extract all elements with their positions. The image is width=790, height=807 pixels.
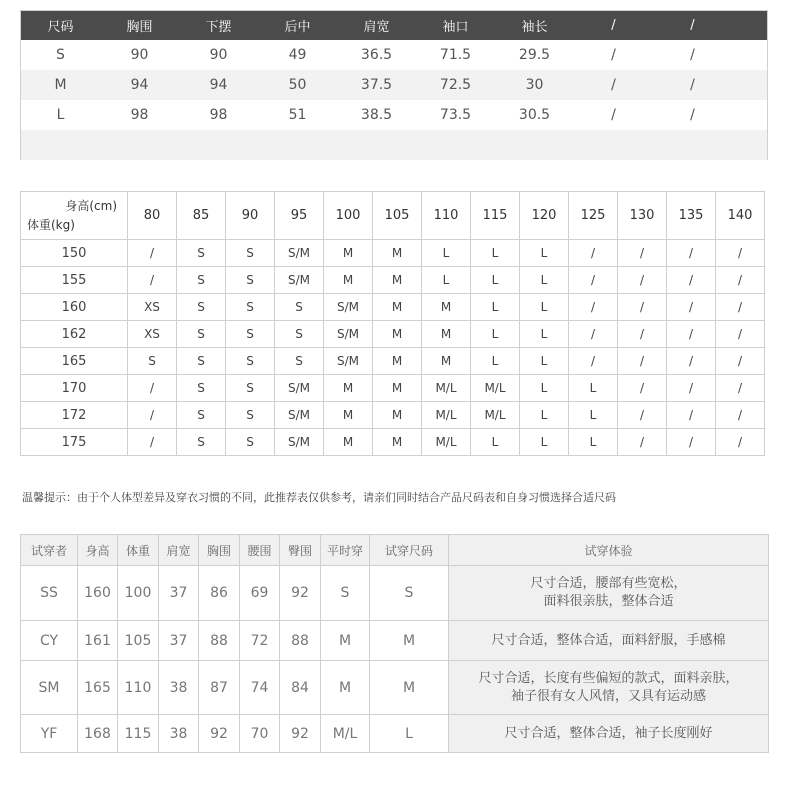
weight-header-cell: 130 <box>618 192 667 240</box>
size-cell: S <box>177 294 226 321</box>
size-cell: S/M <box>275 429 324 456</box>
size-cell: S <box>226 294 275 321</box>
size-cell: / <box>716 429 765 456</box>
size-chart-cell: 98 <box>209 107 228 123</box>
size-cell: L <box>471 429 520 456</box>
tryon-cell: 72 <box>240 621 280 661</box>
size-cell: / <box>128 240 177 267</box>
size-chart-cell: / <box>690 107 695 123</box>
size-cell: / <box>667 321 716 348</box>
size-cell: / <box>667 267 716 294</box>
size-chart-cell: 29.5 <box>518 47 551 63</box>
size-cell: S/M <box>324 294 373 321</box>
size-cell: S <box>275 348 324 375</box>
weight-header-cell: 115 <box>471 192 520 240</box>
size-cell: L <box>520 294 569 321</box>
recommendation-row <box>21 429 765 456</box>
tryon-header-cell: 体重 <box>118 535 159 566</box>
tryon-cell: 165 <box>78 661 118 715</box>
size-cell: / <box>618 267 667 294</box>
size-chart-header-cell: 袖口 <box>442 20 469 35</box>
size-cell: M <box>373 348 422 375</box>
tryon-cell: 37 <box>159 566 199 621</box>
size-cell: L <box>520 240 569 267</box>
recommendation-header-row <box>21 192 765 240</box>
size-cell: S <box>177 240 226 267</box>
size-cell: / <box>716 321 765 348</box>
weight-header-cell: 90 <box>226 192 275 240</box>
height-cell: 150 <box>21 240 128 267</box>
tryon-feedback-cell <box>449 566 769 621</box>
size-cell: M <box>373 402 422 429</box>
size-cell: M <box>324 240 373 267</box>
size-chart-cell: 30 <box>525 77 544 93</box>
weight-axis-label: 体重(kg) <box>27 218 75 232</box>
size-chart-cell: 98 <box>130 107 149 123</box>
size-chart-cell: 36.5 <box>360 47 393 63</box>
size-cell: / <box>618 348 667 375</box>
recommendation-row <box>21 321 765 348</box>
size-chart-header-cell: 尺码 <box>47 20 74 35</box>
size-cell: / <box>128 267 177 294</box>
tryon-cell: 37 <box>159 621 199 661</box>
tryon-cell: 100 <box>118 566 159 621</box>
recommendation-body <box>21 240 765 456</box>
tryon-feedback-cell <box>449 661 769 715</box>
size-cell: / <box>569 294 618 321</box>
size-cell: S/M <box>275 402 324 429</box>
tryon-header-cell: 试穿体验 <box>449 535 769 566</box>
size-cell: S <box>226 348 275 375</box>
size-chart-cell: 38.5 <box>360 107 393 123</box>
height-cell: 155 <box>21 267 128 294</box>
size-cell: / <box>667 348 716 375</box>
size-cell: M/L <box>422 375 471 402</box>
size-cell: S <box>177 321 226 348</box>
weight-header-cell: 100 <box>324 192 373 240</box>
size-cell: L <box>471 240 520 267</box>
size-cell: M/L <box>422 429 471 456</box>
height-cell: 160 <box>21 294 128 321</box>
size-cell: M <box>373 375 422 402</box>
tryon-cell: S <box>321 566 370 621</box>
tryon-cell: CY <box>21 621 78 661</box>
size-chart-cell: 90 <box>130 47 149 63</box>
size-cell: L <box>520 429 569 456</box>
tryon-header-cell: 试穿尺码 <box>370 535 449 566</box>
size-chart-header-cell: 后中 <box>284 20 311 35</box>
height-axis-label: 身高(cm) <box>65 199 117 213</box>
tryon-body <box>21 566 769 753</box>
size-chart-cell: S <box>56 47 65 63</box>
size-cell: L <box>569 402 618 429</box>
tryon-cell: YF <box>21 715 78 753</box>
size-cell: XS <box>128 321 177 348</box>
size-cell: M <box>324 267 373 294</box>
recommendation-row <box>21 375 765 402</box>
tryon-cell: SS <box>21 566 78 621</box>
size-cell: / <box>569 348 618 375</box>
size-cell: S/M <box>275 267 324 294</box>
size-chart-header-cell: 袖长 <box>521 20 548 35</box>
tryon-cell: SM <box>21 661 78 715</box>
size-cell: M <box>324 429 373 456</box>
tryon-cell: 38 <box>159 715 199 753</box>
size-cell: S <box>128 348 177 375</box>
tryon-cell: 92 <box>199 715 240 753</box>
size-cell: / <box>618 321 667 348</box>
size-cell: / <box>569 240 618 267</box>
tryon-cell: 38 <box>159 661 199 715</box>
size-cell: L <box>471 321 520 348</box>
size-cell: M/L <box>471 402 520 429</box>
weight-header-cell: 120 <box>520 192 569 240</box>
tryon-cell: 84 <box>280 661 321 715</box>
size-cell: S <box>177 267 226 294</box>
size-cell: L <box>520 348 569 375</box>
size-chart-cell: 51 <box>288 107 307 123</box>
size-cell: / <box>128 402 177 429</box>
size-cell: L <box>569 375 618 402</box>
size-cell: M <box>422 321 471 348</box>
size-chart-cell: 37.5 <box>360 77 393 93</box>
recommendation-table <box>20 191 765 456</box>
tryon-cell: 74 <box>240 661 280 715</box>
tryon-cell: 105 <box>118 621 159 661</box>
size-cell: / <box>716 267 765 294</box>
size-cell: / <box>667 402 716 429</box>
size-chart-header-cell: 肩宽 <box>363 20 390 35</box>
size-chart-cell: M <box>54 77 67 93</box>
size-cell: / <box>618 240 667 267</box>
size-cell: M <box>373 267 422 294</box>
size-cell: S <box>226 375 275 402</box>
size-cell: M/L <box>471 375 520 402</box>
size-cell: S <box>177 402 226 429</box>
size-cell: L <box>471 348 520 375</box>
size-cell: XS <box>128 294 177 321</box>
size-cell: / <box>716 294 765 321</box>
weight-header-cell: 95 <box>275 192 324 240</box>
height-cell: 165 <box>21 348 128 375</box>
tryon-feedback-text: 尺寸合适，长度有些偏短的款式，面料亲肤， 袖子很有女人风情，又具有运动感 <box>478 670 739 704</box>
weight-header-cell: 140 <box>716 192 765 240</box>
size-cell: / <box>667 375 716 402</box>
size-cell: / <box>569 267 618 294</box>
tryon-header-cell: 臀围 <box>280 535 321 566</box>
size-cell: L <box>422 267 471 294</box>
size-cell: / <box>618 375 667 402</box>
size-cell: M <box>373 294 422 321</box>
size-cell: M <box>324 375 373 402</box>
size-chart-header-cell: / <box>690 18 695 33</box>
size-cell: / <box>667 240 716 267</box>
size-cell: / <box>618 294 667 321</box>
tryon-header-cell: 平时穿 <box>321 535 370 566</box>
size-chart-cell: 49 <box>288 47 307 63</box>
tryon-feedback-text: 尺寸合适，腰部有些宽松， 面料很亲肤，整体合适 <box>530 576 687 609</box>
size-chart-cell: / <box>611 47 616 63</box>
tip-note: 温馨提示：由于个人体型差异及穿衣习惯的不同，此推荐表仅供参考，请亲们同时结合产品尺码表和自身习惯选择合适尺码 <box>22 491 616 504</box>
size-cell: S/M <box>324 348 373 375</box>
tryon-cell: 115 <box>118 715 159 753</box>
tryon-feedback-text: 尺寸合适，整体合适，面料舒服，手感棉 <box>491 632 726 648</box>
size-cell: S/M <box>275 375 324 402</box>
tryon-cell: 110 <box>118 661 159 715</box>
size-chart-header-cell: 胸围 <box>126 20 153 35</box>
tryon-cell: 69 <box>240 566 280 621</box>
size-chart-empty-row <box>21 130 767 160</box>
tryon-cell: 168 <box>78 715 118 753</box>
size-chart-cell: / <box>611 107 616 123</box>
tryon-row <box>21 661 769 715</box>
height-cell: 170 <box>21 375 128 402</box>
tryon-header-cell: 试穿者 <box>21 535 78 566</box>
size-cell: L <box>520 402 569 429</box>
tryon-row <box>21 715 769 753</box>
size-chart-cell: 30.5 <box>518 107 551 123</box>
height-cell: 162 <box>21 321 128 348</box>
size-chart-cell: 90 <box>209 47 228 63</box>
weight-header-cell: 105 <box>373 192 422 240</box>
recommendation-row <box>21 348 765 375</box>
recommendation-row <box>21 402 765 429</box>
tryon-cell: M/L <box>321 715 370 753</box>
tryon-cell: M <box>321 661 370 715</box>
size-chart-cell: / <box>611 77 616 93</box>
weight-header-cell: 110 <box>422 192 471 240</box>
size-cell: M/L <box>422 402 471 429</box>
size-cell: M <box>422 348 471 375</box>
tryon-cell: 88 <box>280 621 321 661</box>
size-cell: / <box>716 402 765 429</box>
size-cell: M <box>373 429 422 456</box>
corner-cell <box>21 192 128 240</box>
tryon-feedback-cell <box>449 621 769 661</box>
size-cell: / <box>618 402 667 429</box>
size-cell: S <box>275 294 324 321</box>
size-cell: / <box>716 348 765 375</box>
weight-header-cell: 80 <box>128 192 177 240</box>
size-cell: L <box>569 429 618 456</box>
size-chart-row <box>21 70 767 100</box>
size-cell: S <box>226 321 275 348</box>
weight-header-cell: 85 <box>177 192 226 240</box>
size-cell: S <box>177 429 226 456</box>
recommendation-row <box>21 294 765 321</box>
size-chart-cell: L <box>56 107 65 123</box>
size-cell: S/M <box>324 321 373 348</box>
tryon-cell: 86 <box>199 566 240 621</box>
weight-header-cell: 135 <box>667 192 716 240</box>
height-cell: 172 <box>21 402 128 429</box>
size-chart-cell: / <box>690 47 695 63</box>
tryon-header-cell: 腰围 <box>240 535 280 566</box>
size-cell: M <box>373 321 422 348</box>
size-chart <box>20 10 768 160</box>
tryon-row <box>21 566 769 621</box>
size-chart-cell: / <box>690 77 695 93</box>
size-cell: S/M <box>275 240 324 267</box>
tryon-feedback-cell <box>449 715 769 753</box>
size-cell: L <box>422 240 471 267</box>
tryon-cell: 88 <box>199 621 240 661</box>
size-cell: L <box>471 294 520 321</box>
size-chart-cell: 94 <box>130 77 149 93</box>
size-chart-header-cell: / <box>611 18 616 33</box>
size-chart-header-cell: 下摆 <box>205 20 232 35</box>
recommendation-row <box>21 240 765 267</box>
size-cell: / <box>667 294 716 321</box>
size-cell: S <box>275 321 324 348</box>
size-cell: / <box>128 429 177 456</box>
size-chart-cell: 50 <box>288 77 307 93</box>
tryon-row <box>21 621 769 661</box>
size-chart-row <box>21 40 767 70</box>
height-cell: 175 <box>21 429 128 456</box>
recommendation-row <box>21 267 765 294</box>
tryon-feedback-text: 尺寸合适，整体合适，袖子长度刚好 <box>504 725 713 741</box>
tryon-cell: 92 <box>280 715 321 753</box>
size-cell: M <box>324 402 373 429</box>
size-cell: S <box>177 348 226 375</box>
size-cell: L <box>471 267 520 294</box>
tryon-cell: M <box>370 621 449 661</box>
tryon-cell: 161 <box>78 621 118 661</box>
size-cell: M <box>422 294 471 321</box>
size-chart-cell: 71.5 <box>439 47 472 63</box>
tryon-cell: M <box>370 661 449 715</box>
weight-header-cell: 125 <box>569 192 618 240</box>
tryon-header-cell: 胸围 <box>199 535 240 566</box>
tryon-cell: 70 <box>240 715 280 753</box>
tryon-cell: 87 <box>199 661 240 715</box>
size-cell: / <box>569 321 618 348</box>
size-cell: S <box>177 375 226 402</box>
tryon-cell: S <box>370 566 449 621</box>
size-cell: L <box>520 267 569 294</box>
tryon-cell: 160 <box>78 566 118 621</box>
tryon-header-row <box>21 535 769 566</box>
tryon-header-cell: 身高 <box>78 535 118 566</box>
size-cell: / <box>716 240 765 267</box>
tryon-table <box>20 534 769 753</box>
size-chart-row <box>21 100 767 130</box>
size-cell: / <box>667 429 716 456</box>
size-cell: M <box>373 240 422 267</box>
size-chart-cell: 94 <box>209 77 228 93</box>
size-cell: S <box>226 429 275 456</box>
size-cell: / <box>716 375 765 402</box>
tryon-cell: M <box>321 621 370 661</box>
size-cell: S <box>226 240 275 267</box>
tryon-cell: 92 <box>280 566 321 621</box>
size-cell: S <box>226 267 275 294</box>
size-chart-cell: 72.5 <box>439 77 472 93</box>
size-cell: / <box>128 375 177 402</box>
size-chart-cell: 73.5 <box>439 107 472 123</box>
size-cell: / <box>618 429 667 456</box>
tryon-cell: L <box>370 715 449 753</box>
size-chart-header <box>21 11 767 40</box>
tryon-header-cell: 肩宽 <box>159 535 199 566</box>
size-cell: L <box>520 321 569 348</box>
size-cell: S <box>226 402 275 429</box>
size-cell: L <box>520 375 569 402</box>
